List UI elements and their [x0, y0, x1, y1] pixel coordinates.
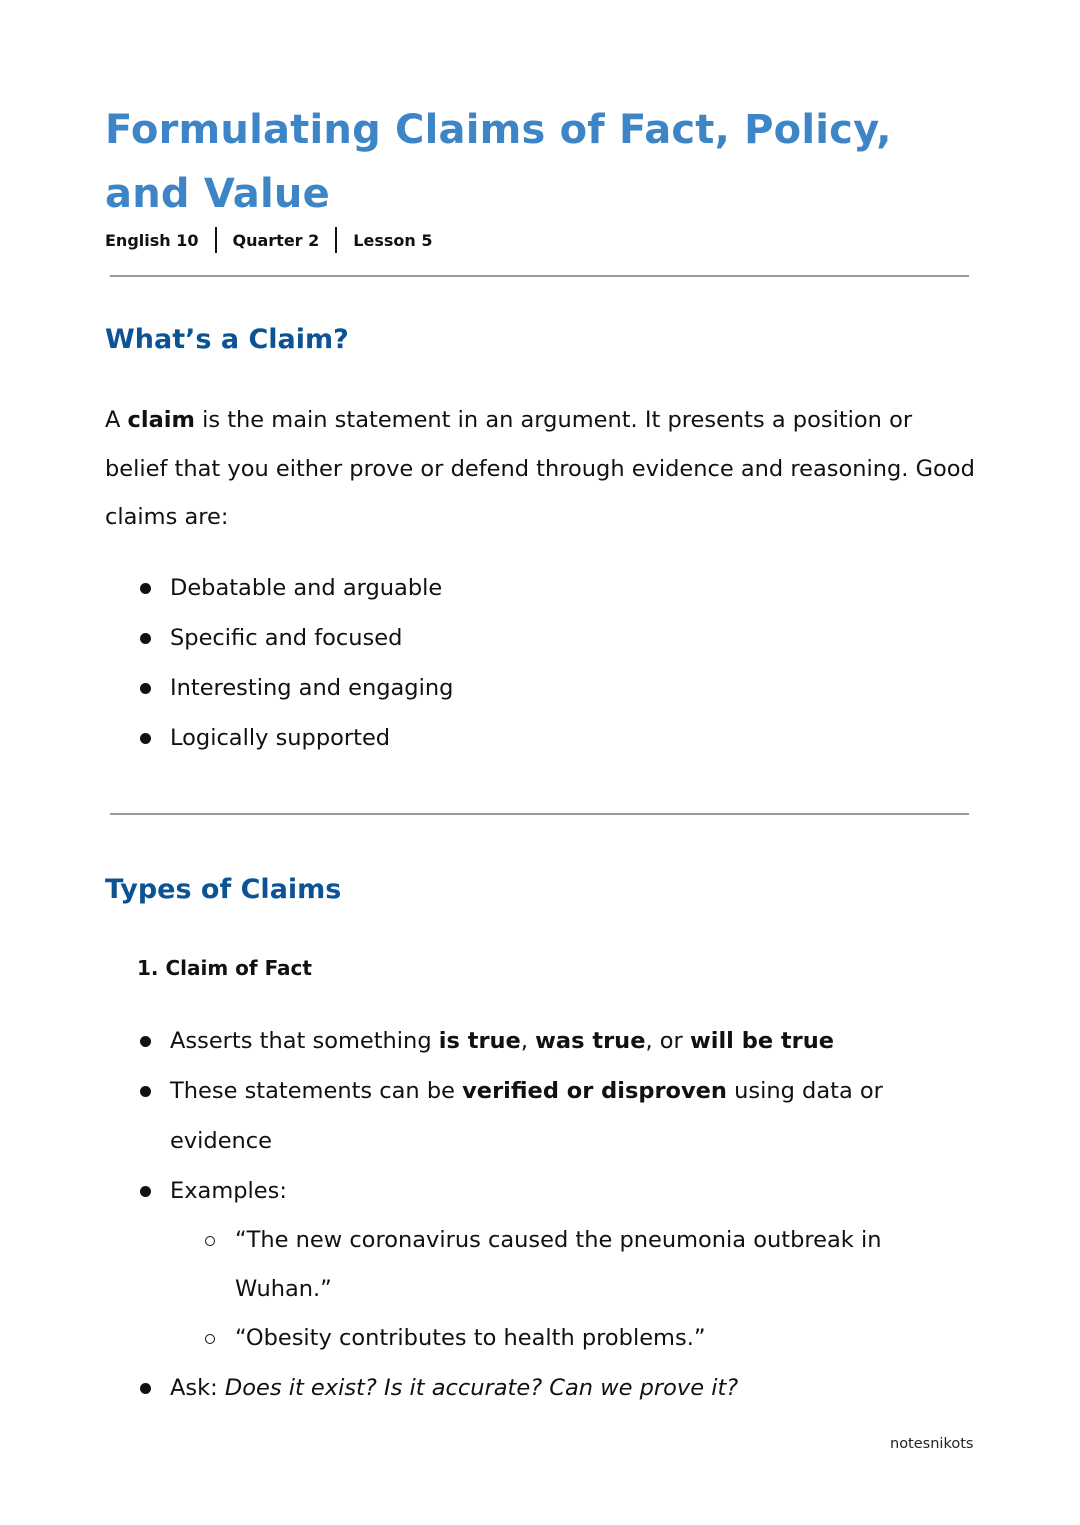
divider — [110, 813, 969, 815]
bullet-icon — [140, 733, 151, 744]
example-item — [170, 1216, 905, 1314]
bold-text: was true — [535, 1028, 646, 1054]
italic-text: Does it exist? Is it accurate? Can we prove it? — [224, 1375, 739, 1401]
list-item-text: Asserts that something — [170, 1028, 439, 1054]
bullet-icon — [140, 1036, 151, 1047]
bullet-icon — [140, 1383, 151, 1394]
list-item-text: Ask: — [170, 1375, 225, 1401]
hollow-bullet-icon — [205, 1334, 215, 1344]
paragraph-text: A — [105, 407, 128, 433]
bold-text: is true — [438, 1028, 521, 1054]
list-item-text: Interesting and engaging — [170, 675, 454, 701]
list-item-text: using data or evidence — [170, 1078, 883, 1154]
claim-of-fact-list — [105, 1016, 975, 1413]
good-claims-list — [105, 563, 975, 763]
divider — [110, 275, 969, 277]
list-item — [105, 663, 975, 713]
page-title: Formulating Claims of Fact, Policy, and Value — [105, 107, 892, 217]
paragraph-text: is the main statement in an argument. It presents a position or belief that you either prove or defend through evidence and reasoning. Good claims are: — [105, 407, 975, 530]
list-item — [105, 613, 975, 663]
bullet-icon — [140, 1186, 151, 1197]
list-item — [105, 1066, 975, 1166]
bullet-icon — [140, 683, 151, 694]
watermark: notesnikots — [890, 1436, 974, 1452]
list-item-text: , or — [645, 1028, 690, 1054]
lesson-meta — [105, 226, 432, 254]
list-item — [105, 1166, 975, 1363]
example-text: “Obesity contributes to health problems.” — [235, 1325, 706, 1351]
examples-list — [105, 1216, 975, 1363]
meta-separator — [215, 227, 217, 253]
meta-quarter: Quarter 2 — [232, 230, 320, 250]
list-item-text: Specific and focused — [170, 625, 403, 651]
bold-text: verified or disproven — [462, 1078, 727, 1104]
list-item-text: , — [520, 1028, 536, 1054]
example-item — [170, 1314, 905, 1363]
section-heading-types-of-claims: Types of Claims — [105, 874, 342, 905]
list-item-text: Debatable and arguable — [170, 575, 443, 601]
bullet-icon — [140, 583, 151, 594]
bold-text: will be true — [689, 1028, 835, 1054]
list-item — [105, 563, 975, 613]
list-item-text: Examples: — [170, 1178, 287, 1204]
subheading-claim-of-fact: 1. Claim of Fact — [137, 956, 312, 980]
list-item — [105, 1016, 975, 1066]
list-item — [105, 1363, 975, 1413]
list-item-text: Logically supported — [170, 725, 391, 751]
claim-definition-paragraph — [105, 396, 975, 542]
list-item-text: These statements can be — [170, 1078, 463, 1104]
hollow-bullet-icon — [205, 1236, 215, 1246]
list-item — [105, 713, 975, 763]
bullet-icon — [140, 633, 151, 644]
meta-course: English 10 — [105, 230, 199, 250]
meta-separator — [335, 227, 337, 253]
paragraph-bold-term: claim — [127, 407, 195, 433]
example-text: “The new coronavirus caused the pneumonia outbreak in Wuhan.” — [235, 1227, 882, 1302]
bullet-icon — [140, 1086, 151, 1097]
section-heading-whats-a-claim: What’s a Claim? — [105, 324, 349, 355]
meta-lesson: Lesson 5 — [353, 230, 433, 250]
